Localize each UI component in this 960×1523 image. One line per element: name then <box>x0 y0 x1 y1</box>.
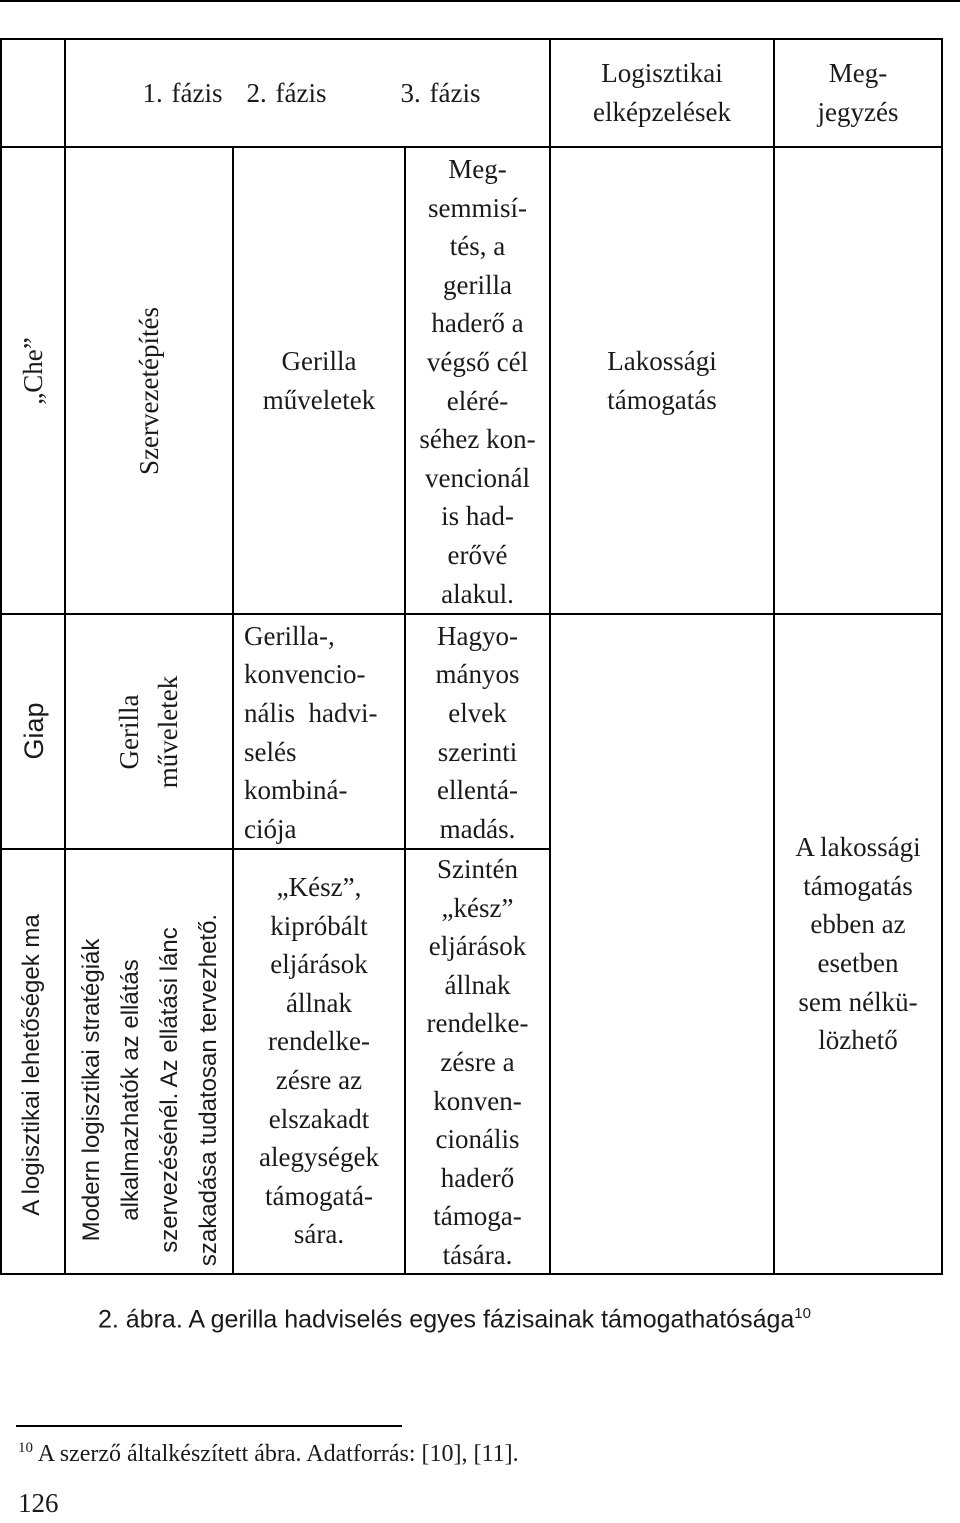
text-line: rendelke- <box>268 1026 370 1057</box>
text-line: A lakossági <box>795 832 921 863</box>
footnote <box>18 1440 519 1468</box>
row-giap-phase3 <box>406 617 549 848</box>
row-giap-phase2 <box>244 617 394 848</box>
text-line: ebben az <box>810 909 906 940</box>
figure-caption <box>98 1305 811 1334</box>
text-line: műveletek <box>153 675 183 789</box>
text-line: nális hadvi- <box>244 697 378 728</box>
text-line: Gerilla <box>281 345 357 376</box>
text-line: vencionál <box>425 462 530 493</box>
table-border-right <box>941 38 943 1275</box>
text-line: cionális <box>435 1124 520 1155</box>
text-line: ciója <box>244 813 297 844</box>
text-line: lözhető <box>818 1025 898 1056</box>
text-line: támogatás <box>803 870 913 901</box>
page-number: 126 <box>18 1488 59 1518</box>
text-line: tés, a <box>449 231 506 262</box>
row-modern-phase2 <box>234 868 404 1273</box>
text-line: alegységek <box>259 1142 379 1173</box>
text-line: sem nélkü- <box>798 986 918 1017</box>
text-line: támoga- <box>433 1201 522 1232</box>
text-line: alakul. <box>441 578 514 609</box>
text-line: Gerilla-, <box>244 620 335 651</box>
row-modern-note <box>775 615 941 1273</box>
row-che-phase2 <box>234 148 404 613</box>
row-che-logistics <box>551 148 773 613</box>
text-line: ellentá- <box>437 775 518 806</box>
footnote-mark: 10 <box>18 1440 33 1456</box>
table-border-left <box>0 38 2 1275</box>
text-line: selés <box>244 736 297 767</box>
text-line: tására. <box>442 1239 513 1270</box>
footnote-text: A szerző általkészített ábra. Adatforrás: [10], [11]. <box>37 1441 519 1467</box>
text-line: Szintén <box>437 854 518 884</box>
text-line: kipróbált <box>270 910 368 941</box>
text-line: állnak <box>444 969 511 1000</box>
table-col-separator <box>64 38 66 1275</box>
text-line: alkalmazhatók az ellátás <box>117 959 144 1221</box>
text-line: szakadása tudatosan tervezhető. <box>195 913 222 1267</box>
text-line: eljárások <box>270 949 368 980</box>
text-line: támogatá- <box>265 1180 373 1211</box>
text-line: konven- <box>433 1085 522 1116</box>
row-modern-name: A logisztikai lehetőségek ma <box>18 914 45 1216</box>
text-line: eléré- <box>446 385 509 416</box>
text-line: Modern logisztikai stratégiák <box>78 938 105 1242</box>
row-che-phase3 <box>406 150 549 613</box>
text-line: „kész” <box>441 892 514 923</box>
text-line: rendelke- <box>426 1008 529 1039</box>
header-logistics <box>551 40 773 146</box>
text-line: támogatás <box>607 384 717 415</box>
text-line: Gerilla <box>114 694 145 770</box>
text-line: eljárások <box>428 931 527 962</box>
text-line: konvencio- <box>244 659 366 690</box>
text-line: Meg- <box>448 154 507 184</box>
row-modern-phase3 <box>406 850 549 1273</box>
caption-text: 2. ábra. A gerilla hadviselés egyes fázisainak támogathatósága <box>98 1305 795 1334</box>
header-note <box>775 40 941 146</box>
text-line: Lakossági <box>607 345 717 376</box>
text-line: gerilla <box>443 269 512 300</box>
row-modern-organization <box>70 880 230 1300</box>
text-line: séhez kon- <box>419 424 536 455</box>
header-phases <box>66 40 549 146</box>
text-line: műveletek <box>262 384 376 415</box>
header-phase-2: 2. fázis <box>246 77 327 108</box>
top-rule <box>0 0 960 2</box>
text-line: mányos <box>435 659 520 690</box>
footnote-rule <box>16 1425 402 1427</box>
text-line: erővé <box>447 539 508 570</box>
text-line: zésre a <box>440 1046 515 1077</box>
text-line: „Kész”, <box>276 872 362 902</box>
text-line: zésre az <box>275 1064 363 1095</box>
row-che-name: „Che” <box>17 337 48 405</box>
text-line: szerinti <box>437 736 518 767</box>
text-line: állnak <box>286 987 352 1018</box>
text-line: esetben <box>817 948 899 978</box>
header-note-line: Meg- <box>828 58 888 89</box>
header-logistics-line: Logisztikai <box>601 58 723 89</box>
caption-footnote-ref: 10 <box>794 1305 811 1322</box>
header-note-line: jegyzés <box>817 97 899 127</box>
text-line: is had- <box>441 501 514 532</box>
text-line: haderő a <box>431 308 524 339</box>
text-line: elvek <box>448 697 507 728</box>
table-header-separator <box>0 146 943 148</box>
text-line: Hagyo- <box>437 620 518 651</box>
text-line: haderő <box>440 1162 515 1193</box>
text-line: kombiná- <box>244 775 348 806</box>
text-line: madás. <box>439 813 516 844</box>
text-line: végső cél <box>426 346 529 377</box>
header-logistics-line: elképzelések <box>593 97 731 127</box>
text-line: semmisí- <box>427 192 527 223</box>
header-phase-1: 1. fázis <box>142 77 223 108</box>
text-line: szervezésénél. Az ellátási lánc <box>156 927 183 1253</box>
row-giap-organization <box>109 615 189 849</box>
row-giap-name: Giap <box>18 702 49 760</box>
header-phase-3: 3. fázis <box>400 77 481 108</box>
text-line: elszakadt <box>268 1103 370 1134</box>
text-line: sára. <box>293 1219 345 1250</box>
row-che-organization: Szervezetépítés <box>133 307 164 475</box>
